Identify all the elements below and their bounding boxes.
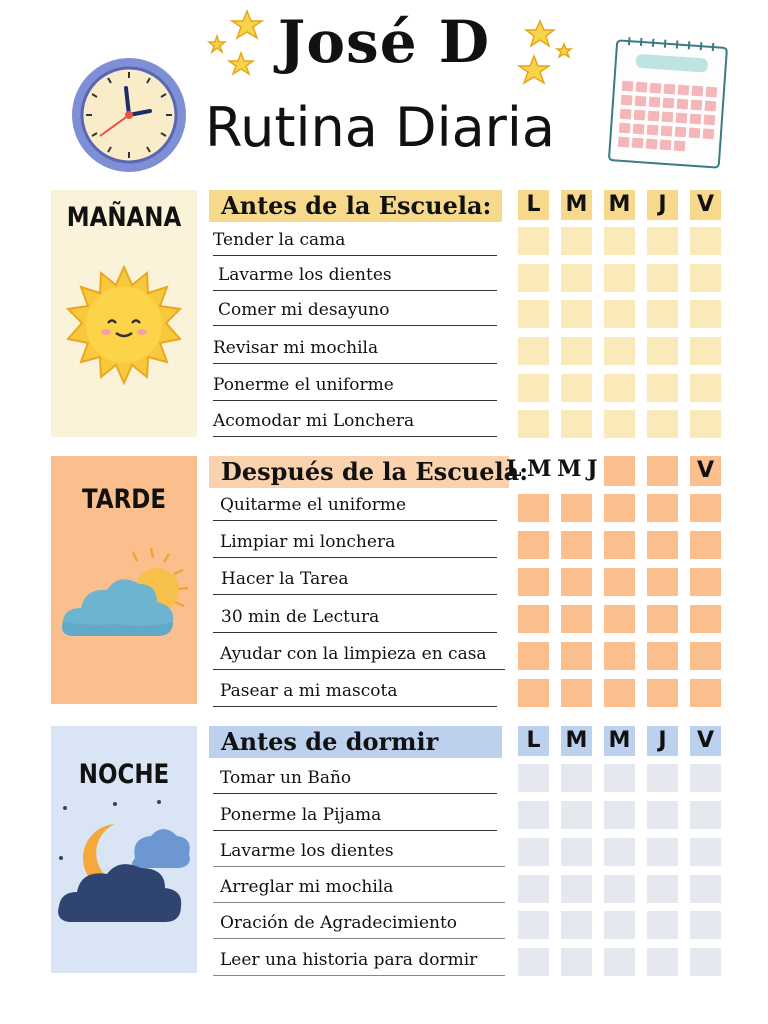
- stars-left-icon: [205, 8, 267, 80]
- checkbox-cell[interactable]: [561, 494, 592, 522]
- morning-day-jueves: J: [647, 190, 678, 220]
- morning-day-miercoles: M: [604, 190, 635, 220]
- calendar-icon: [603, 34, 733, 172]
- checkbox-cell[interactable]: [647, 568, 678, 596]
- task-item: Oración de Agradecimiento: [213, 909, 505, 939]
- moon-cloud-icon: [55, 798, 195, 928]
- checkbox-cell[interactable]: [604, 948, 635, 976]
- checkbox-cell[interactable]: [690, 531, 721, 559]
- task-item: Arreglar mi mochila: [213, 873, 505, 903]
- checkbox-cell[interactable]: [647, 679, 678, 707]
- checkbox-cell[interactable]: [561, 300, 592, 328]
- checkbox-cell[interactable]: [647, 410, 678, 438]
- task-item: 30 min de Lectura: [213, 603, 497, 633]
- checkbox-cell[interactable]: [604, 605, 635, 633]
- checkbox-cell[interactable]: [518, 948, 549, 976]
- afternoon-panel: [51, 456, 197, 704]
- checkbox-cell[interactable]: [690, 948, 721, 976]
- checkbox-cell[interactable]: [561, 838, 592, 866]
- checkbox-cell[interactable]: [604, 875, 635, 903]
- afternoon-day-viernes: V: [690, 456, 721, 486]
- checkbox-cell[interactable]: [604, 642, 635, 670]
- task-item: Comer mi desayuno: [213, 296, 497, 326]
- morning-label: MAÑANA: [66, 202, 182, 233]
- night-day-lunes: L: [518, 726, 549, 756]
- page-title: José D: [277, 8, 491, 76]
- checkbox-cell[interactable]: [647, 494, 678, 522]
- task-item: Ponerme el uniforme: [213, 371, 497, 401]
- afternoon-heading: Después de la Escuela:: [209, 456, 509, 488]
- checkbox-cell[interactable]: [690, 838, 721, 866]
- task-item: Tomar un Baño: [213, 764, 497, 794]
- checkbox-cell[interactable]: [604, 911, 635, 939]
- checkbox-cell[interactable]: [604, 679, 635, 707]
- morning-panel: [51, 190, 197, 437]
- checkbox-cell[interactable]: [647, 875, 678, 903]
- checkbox-cell[interactable]: [690, 911, 721, 939]
- star-icon: [209, 36, 225, 52]
- checkbox-cell[interactable]: [604, 494, 635, 522]
- checkbox-cell[interactable]: [561, 410, 592, 438]
- checkbox-cell[interactable]: [561, 531, 592, 559]
- task-item: Ayudar con la limpieza en casa: [213, 640, 505, 670]
- checkbox-cell[interactable]: [647, 838, 678, 866]
- checkbox-cell[interactable]: [604, 374, 635, 402]
- task-item: Lavarme los dientes: [213, 261, 497, 291]
- checkbox-cell[interactable]: [690, 875, 721, 903]
- checkbox-cell[interactable]: [561, 374, 592, 402]
- checkbox-cell[interactable]: [561, 642, 592, 670]
- night-panel: [51, 726, 197, 973]
- checkbox-cell[interactable]: [518, 300, 549, 328]
- checkbox-cell[interactable]: [647, 264, 678, 292]
- cloud-sun-icon: [57, 544, 193, 644]
- checkbox-cell[interactable]: [561, 264, 592, 292]
- night-heading: Antes de dormir: [209, 726, 502, 758]
- checkbox-cell[interactable]: [647, 642, 678, 670]
- checkbox-cell[interactable]: [647, 300, 678, 328]
- checkbox-cell[interactable]: [561, 911, 592, 939]
- morning-heading: Antes de la Escuela:: [209, 190, 502, 222]
- checkbox-cell[interactable]: [604, 764, 635, 792]
- checkbox-cell[interactable]: [561, 227, 592, 255]
- task-item: Quitarme el uniforme: [213, 491, 497, 521]
- night-day-miercoles: M: [604, 726, 635, 756]
- checkbox-cell[interactable]: [518, 337, 549, 365]
- checkbox-cell[interactable]: [604, 410, 635, 438]
- checkbox-cell[interactable]: [647, 764, 678, 792]
- checkbox-cell[interactable]: [690, 264, 721, 292]
- task-item: Pasear a mi mascota: [213, 677, 497, 707]
- task-item: Revisar mi mochila: [213, 334, 497, 364]
- morning-day-lunes: L: [518, 190, 549, 220]
- checkbox-cell[interactable]: [690, 337, 721, 365]
- checkbox-cell[interactable]: [690, 764, 721, 792]
- morning-day-martes: M: [561, 190, 592, 220]
- checkbox-cell[interactable]: [518, 264, 549, 292]
- checkbox-cell[interactable]: [604, 264, 635, 292]
- checkbox-cell[interactable]: [647, 337, 678, 365]
- afternoon-label: TARDE: [81, 484, 167, 515]
- checkbox-cell[interactable]: [604, 838, 635, 866]
- checkbox-cell[interactable]: [561, 764, 592, 792]
- checkbox-cell[interactable]: [518, 801, 549, 829]
- checkbox-cell[interactable]: [690, 642, 721, 670]
- checkbox-cell[interactable]: [690, 374, 721, 402]
- night-label: NOCHE: [78, 759, 170, 790]
- checkbox-cell[interactable]: [561, 605, 592, 633]
- checkbox-cell[interactable]: [690, 605, 721, 633]
- checkbox-cell[interactable]: [690, 801, 721, 829]
- checkbox-cell[interactable]: [604, 568, 635, 596]
- checkbox-cell[interactable]: [604, 337, 635, 365]
- checkbox-cell[interactable]: [690, 227, 721, 255]
- checkbox-cell[interactable]: [518, 764, 549, 792]
- task-item: Acomodar mi Lonchera: [213, 407, 497, 437]
- checkbox-cell[interactable]: [518, 531, 549, 559]
- task-item: Lavarme los dientes: [213, 837, 505, 867]
- checkbox-cell[interactable]: [690, 410, 721, 438]
- checkbox-cell[interactable]: [561, 337, 592, 365]
- night-day-martes: M: [561, 726, 592, 756]
- checkbox-cell[interactable]: [518, 838, 549, 866]
- checkbox-cell[interactable]: [518, 568, 549, 596]
- star-icon: [229, 53, 253, 74]
- checkbox-cell[interactable]: [690, 568, 721, 596]
- checkbox-cell[interactable]: [647, 374, 678, 402]
- afternoon-day-miercoles-block: [604, 456, 635, 486]
- star-icon: [519, 56, 549, 83]
- night-day-jueves: J: [647, 726, 678, 756]
- checkbox-cell[interactable]: [647, 948, 678, 976]
- checkbox-cell[interactable]: [518, 875, 549, 903]
- star-icon: [526, 21, 554, 46]
- task-item: Limpiar mi lonchera: [213, 528, 497, 558]
- checkbox-cell[interactable]: [518, 679, 549, 707]
- stars-right-icon: [514, 18, 576, 90]
- afternoon-day-jueves-block: [647, 456, 678, 486]
- night-day-viernes: V: [690, 726, 721, 756]
- star-icon: [557, 44, 571, 57]
- checkbox-cell[interactable]: [690, 494, 721, 522]
- checkbox-cell[interactable]: [604, 300, 635, 328]
- checkbox-cell[interactable]: [604, 801, 635, 829]
- afternoon-day-labels: L M M J: [506, 456, 597, 482]
- checkbox-cell[interactable]: [561, 801, 592, 829]
- checkbox-cell[interactable]: [647, 605, 678, 633]
- checkbox-cell[interactable]: [561, 875, 592, 903]
- morning-day-viernes: V: [690, 190, 721, 220]
- task-item: Tender la cama: [213, 226, 497, 256]
- checkbox-cell[interactable]: [604, 227, 635, 255]
- checkbox-cell[interactable]: [647, 531, 678, 559]
- sun-icon: [64, 265, 184, 385]
- checkbox-cell[interactable]: [518, 642, 549, 670]
- checkbox-cell[interactable]: [561, 679, 592, 707]
- checkbox-cell[interactable]: [690, 300, 721, 328]
- checkbox-cell[interactable]: [561, 948, 592, 976]
- clock-icon: [70, 56, 188, 174]
- checkbox-cell[interactable]: [518, 911, 549, 939]
- checkbox-cell[interactable]: [561, 568, 592, 596]
- checkbox-cell[interactable]: [647, 801, 678, 829]
- task-item: Ponerme la Pijama: [213, 801, 497, 831]
- checkbox-cell[interactable]: [518, 494, 549, 522]
- checkbox-cell[interactable]: [518, 605, 549, 633]
- checkbox-cell[interactable]: [518, 374, 549, 402]
- checkbox-cell[interactable]: [518, 410, 549, 438]
- checkbox-cell[interactable]: [690, 679, 721, 707]
- checkbox-cell[interactable]: [604, 531, 635, 559]
- star-icon: [232, 11, 262, 38]
- page-subtitle: Rutina Diaria: [205, 96, 555, 159]
- task-item: Leer una historia para dormir: [213, 946, 505, 976]
- checkbox-cell[interactable]: [518, 227, 549, 255]
- checkbox-cell[interactable]: [647, 911, 678, 939]
- checkbox-cell[interactable]: [647, 227, 678, 255]
- task-item: Hacer la Tarea: [213, 565, 497, 595]
